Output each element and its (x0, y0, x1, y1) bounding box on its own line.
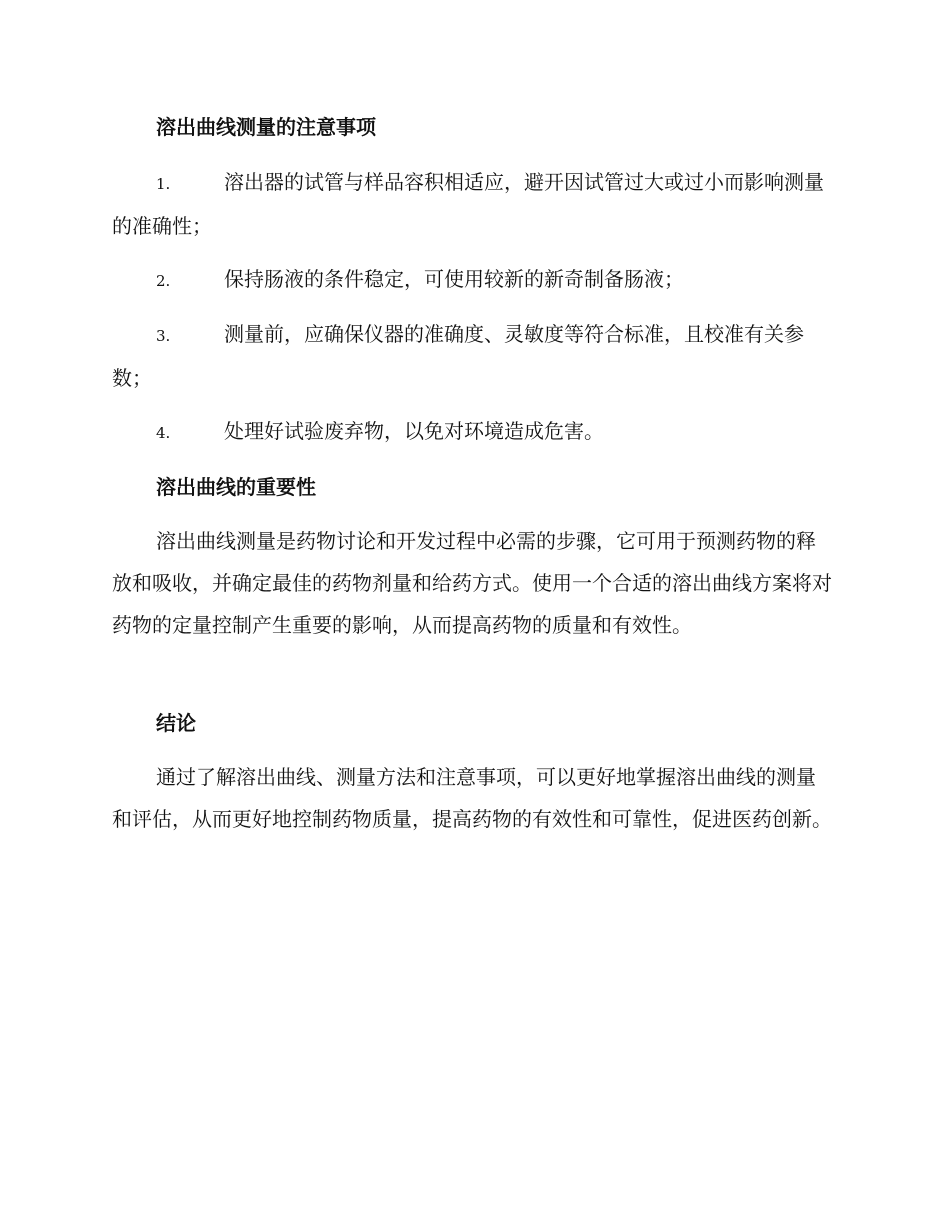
list-item-text: 测量前，应确保仪器的准确度、灵敏度等符合标准，且校准有关参数； (112, 322, 804, 390)
list-item-number: 1. (156, 175, 171, 193)
section-heading-importance: 溶出曲线的重要性 (156, 475, 316, 499)
list-item-text: 溶出器的试管与样品容积相适应，避开因试管过大或过小而影响测量的准确性； (112, 170, 824, 238)
section-heading-conclusion: 结论 (156, 711, 196, 735)
list-item-number: 2. (156, 272, 171, 290)
list-item-number: 4. (156, 424, 171, 442)
list-item (112, 161, 834, 247)
list-item-number: 3. (156, 327, 171, 345)
list-item (112, 313, 834, 399)
conclusion-paragraph: 通过了解溶出曲线、测量方法和注意事项，可以更好地掌握溶出曲线的测量和评估，从而更好地控制药物质量，提高药物的有效性和可靠性，促进医药创新。 (112, 765, 832, 831)
section-heading-precautions: 溶出曲线测量的注意事项 (156, 115, 376, 139)
importance-paragraph: 溶出曲线测量是药物讨论和开发过程中必需的步骤，它可用于预测药物的释放和吸收，并确定最佳的药物剂量和给药方式。使用一个合适的溶出曲线方案将对药物的定量控制产生重要的影响，从而提高药物的质量和有效性。 (112, 529, 832, 637)
list-item (112, 258, 834, 302)
list-item (112, 410, 834, 454)
list-item-text: 保持肠液的条件稳定，可使用较新的新奇制备肠液； (224, 267, 684, 291)
list-item-text: 处理好试验废弃物，以免对环境造成危害。 (224, 419, 604, 443)
